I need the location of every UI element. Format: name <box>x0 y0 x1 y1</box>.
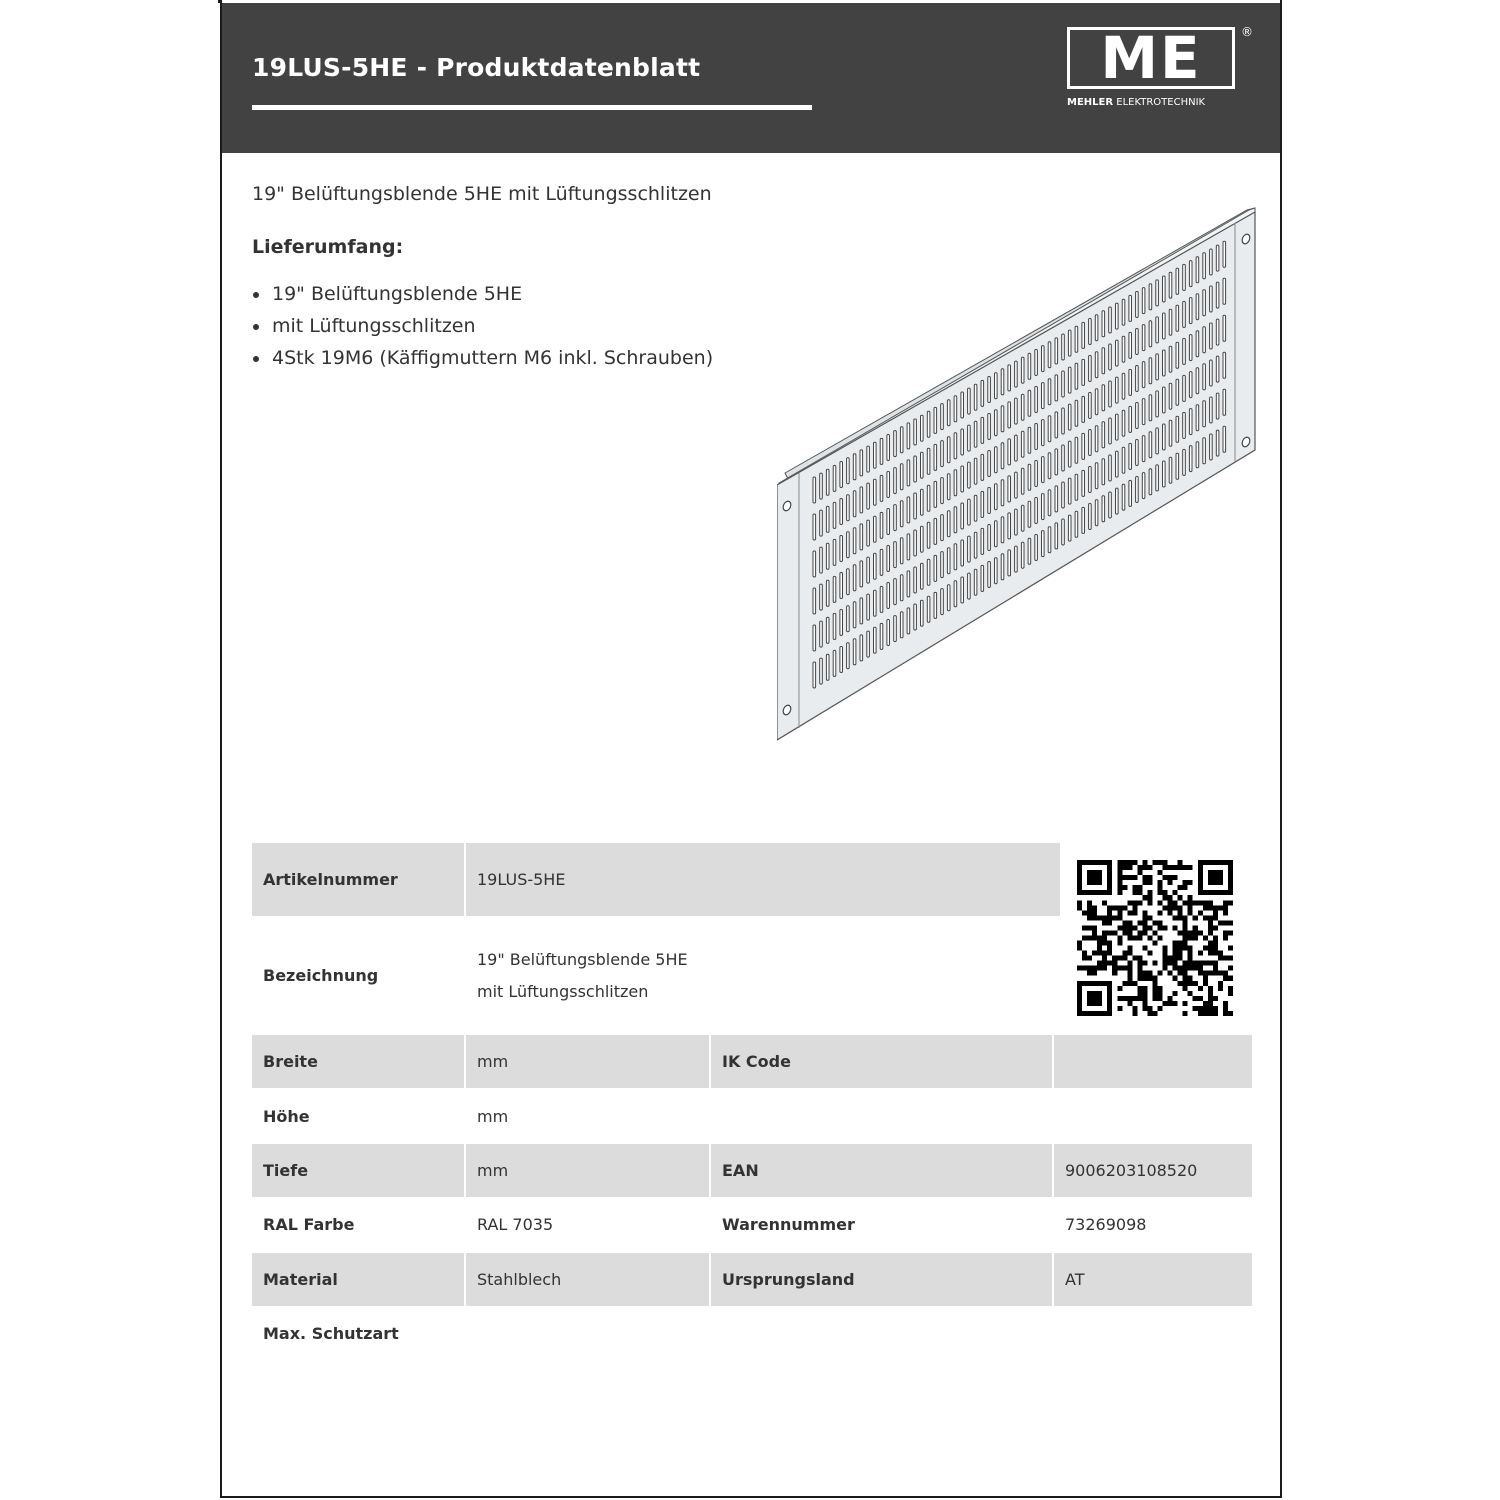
title-underline <box>252 105 812 110</box>
spec-row-max-schutzart <box>252 1307 1252 1360</box>
label-ral-farbe: RAL Farbe <box>263 1215 355 1234</box>
spec-row-ral-farbe <box>252 1198 1252 1251</box>
label-ean: EAN <box>711 1144 1052 1197</box>
value-hoehe: mm <box>477 1107 509 1126</box>
value-ursprungsland: AT <box>1054 1253 1252 1306</box>
scope-list <box>252 278 713 374</box>
list-item: 4Stk 19M6 (Käffigmuttern M6 inkl. Schrauben) <box>252 342 713 374</box>
value-material: Stahlblech <box>466 1253 709 1306</box>
value-ral-farbe: RAL 7035 <box>477 1215 554 1234</box>
bezeichnung-line: 19" Belüftungsblende 5HE <box>477 949 688 969</box>
logo-subbrand: ELEKTROTECHNIK <box>1116 97 1206 108</box>
value-max-schutzart <box>466 1307 709 1360</box>
value-bezeichnung <box>466 918 1060 1033</box>
scope-heading: Lieferumfang: <box>252 236 404 258</box>
logo-letters: ME <box>1100 24 1202 92</box>
value-artikelnummer: 19LUS-5HE <box>466 843 1060 916</box>
qr-code <box>1077 860 1233 1016</box>
spec-row-hoehe <box>252 1090 1252 1143</box>
product-subtitle: 19" Belüftungsblende 5HE mit Lüftungsschlitzen <box>252 183 712 205</box>
label-material: Material <box>252 1253 464 1306</box>
list-item: mit Lüftungsschlitzen <box>252 310 713 342</box>
value-ean: 9006203108520 <box>1054 1144 1252 1197</box>
label-hoehe: Höhe <box>263 1107 310 1126</box>
page-title: 19LUS-5HE - Produktdatenblatt <box>252 53 701 82</box>
bezeichnung-line: mit Lüftungsschlitzen <box>477 981 649 1001</box>
datasheet-page <box>220 0 1282 1498</box>
value-warennummer: 73269098 <box>1065 1215 1147 1234</box>
label-tiefe: Tiefe <box>252 1144 464 1197</box>
label-max-schutzart: Max. Schutzart <box>263 1324 399 1343</box>
mehler-logo <box>1067 24 1253 117</box>
logo-caption <box>1067 97 1205 108</box>
label-ursprungsland: Ursprungsland <box>711 1253 1052 1306</box>
spec-row-tiefe <box>252 1144 1252 1197</box>
value-tiefe: mm <box>466 1144 709 1197</box>
spec-row-breite <box>252 1035 1252 1088</box>
label-ik-code: IK Code <box>711 1035 1052 1088</box>
value-breite: mm <box>466 1035 709 1088</box>
label-artikelnummer: Artikelnummer <box>252 843 464 916</box>
label-warennummer: Warennummer <box>722 1215 855 1234</box>
product-image <box>777 205 1257 745</box>
label-breite: Breite <box>252 1035 464 1088</box>
spec-row-material <box>252 1253 1252 1306</box>
list-item: 19" Belüftungsblende 5HE <box>252 278 713 310</box>
header-bar <box>222 3 1280 153</box>
label-bezeichnung: Bezeichnung <box>263 966 379 985</box>
registered-mark: ® <box>1241 25 1253 39</box>
logo-brand: MEHLER <box>1067 97 1114 108</box>
value-ik-code <box>1054 1035 1252 1088</box>
